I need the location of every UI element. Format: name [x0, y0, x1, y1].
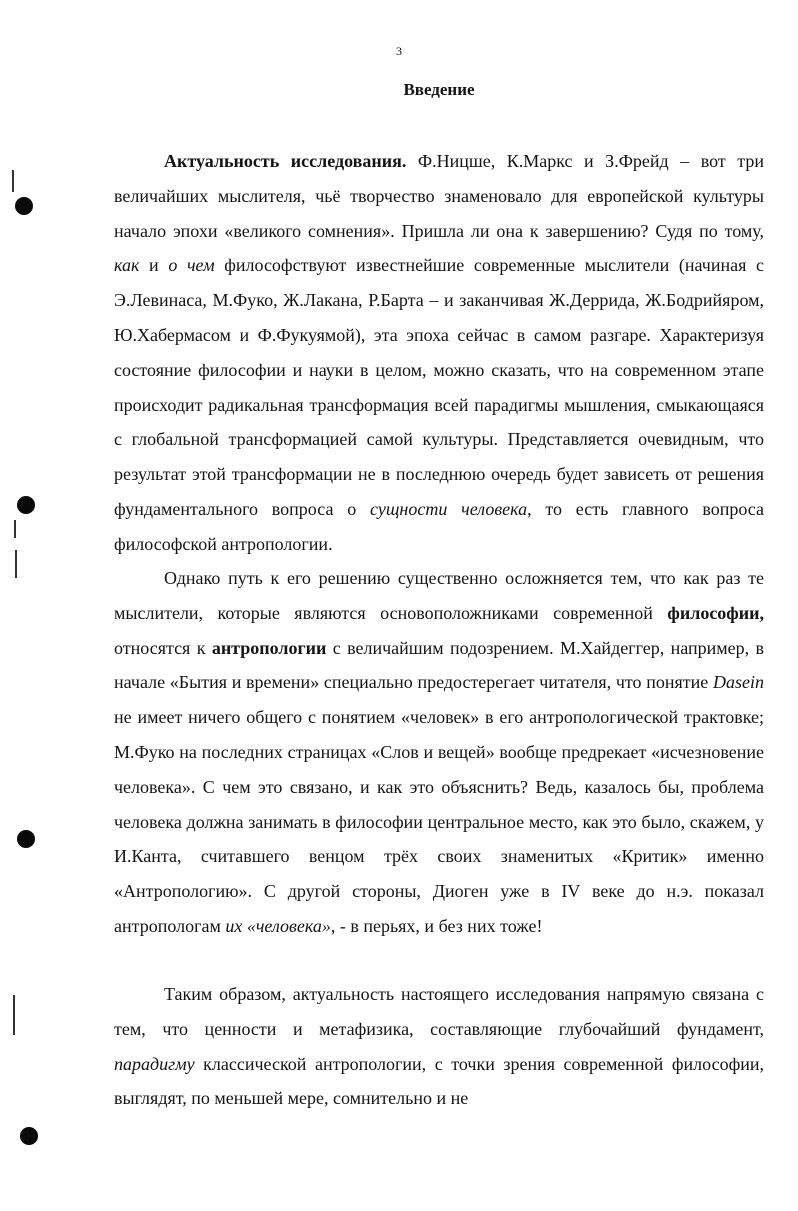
punch-hole [20, 1127, 38, 1145]
punch-hole [17, 496, 35, 514]
text-run: , то есть главного вопроса философской антропологии. [114, 498, 764, 554]
text-run: с величайшим подозрением. М.Хайдеггер, например, в начале «Бытия и времени» специально предостерегает читателя, что понятие [114, 637, 764, 693]
page-number: 3 [396, 44, 402, 58]
italic-run: о чем [168, 255, 215, 276]
bold-run: философии, [667, 602, 764, 623]
bold-run: антропологии [211, 637, 327, 658]
scan-artifact [15, 550, 17, 578]
lead-heading: Актуальность исследования. [164, 151, 407, 171]
paragraph-relevance [114, 144, 764, 562]
paragraph-problem [114, 561, 764, 944]
text-run: Ф.Ницше, К.Маркс и З.Фрейд – вот три величайших мыслителя, чьё творчество знаменовало для европейской культуры начало эпохи «великого сомнения». Пришла ли она к завершению? Судя по тому, [114, 151, 765, 241]
text-run: Таким образом, актуальность настоящего исследования напрямую связана с тем, что ценности и метафизика, составляющие глубочайший фундамент, [114, 984, 764, 1039]
scan-artifact [12, 170, 14, 192]
paragraph-conclusion [114, 977, 764, 1116]
italic-run: парадигму [114, 1053, 195, 1074]
text-run: относятся к [114, 637, 212, 658]
page-title: Введение [403, 80, 475, 99]
text-run: философствуют известнейшие современные мыслители (начиная с Э.Левинаса, М.Фуко, Ж.Лакана, Р.Барта – и заканчивая Ж.Деррида, Ж.Бодрийяром, Ю.Хабермасом и Ф.Фукуямой), эта эпоха сейчас в самом разгаре. Характеризуя состояние философии и науки в целом, можно сказать, что на современном этапе происходит радикальная трансформация всей парадигмы мышления, смыкающаяся с глобальной трансформацией самой культуры. Представляется очевидным, что результат этой трансформации не в последнюю очередь будет зависеть от решения фундаментального вопроса о [114, 255, 764, 519]
punch-hole [15, 197, 33, 215]
text-run: Однако путь к его решению существенно осложняется тем, что как раз те мыслители, которые являются основоположниками современной [114, 568, 764, 623]
italic-run: их «человека» [225, 915, 331, 936]
text-run: классической антропологии, с точки зрения современной философии, выглядят, по меньшей мере, сомнительно и не [114, 1053, 764, 1109]
italic-run: как [114, 255, 140, 276]
italic-run: Dasein [713, 672, 764, 693]
scan-artifact [13, 995, 15, 1035]
italic-run: сущности человека [369, 498, 528, 519]
text-run: не имеет ничего общего с понятием «человек» в его антропологической трактовке; М.Фуко на последних страницах «Слов и вещей» вообще предрекает «исчезновение человека». С чем это связано, и как это объяснить? Ведь, казалось бы, проблема человека должна занимать в философии центральное место, как это было, скажем, у И.Канта, считавшего венцом трёх своих знаменитых «Критик» именно «Антропологию». С другой стороны, Диоген уже в IV веке до н.э. показал антропологам [114, 707, 764, 936]
text-run: , - в перьях, и без них тоже! [330, 915, 543, 936]
text-run: и [139, 255, 169, 276]
punch-hole [17, 830, 35, 848]
scan-artifact [14, 520, 16, 538]
